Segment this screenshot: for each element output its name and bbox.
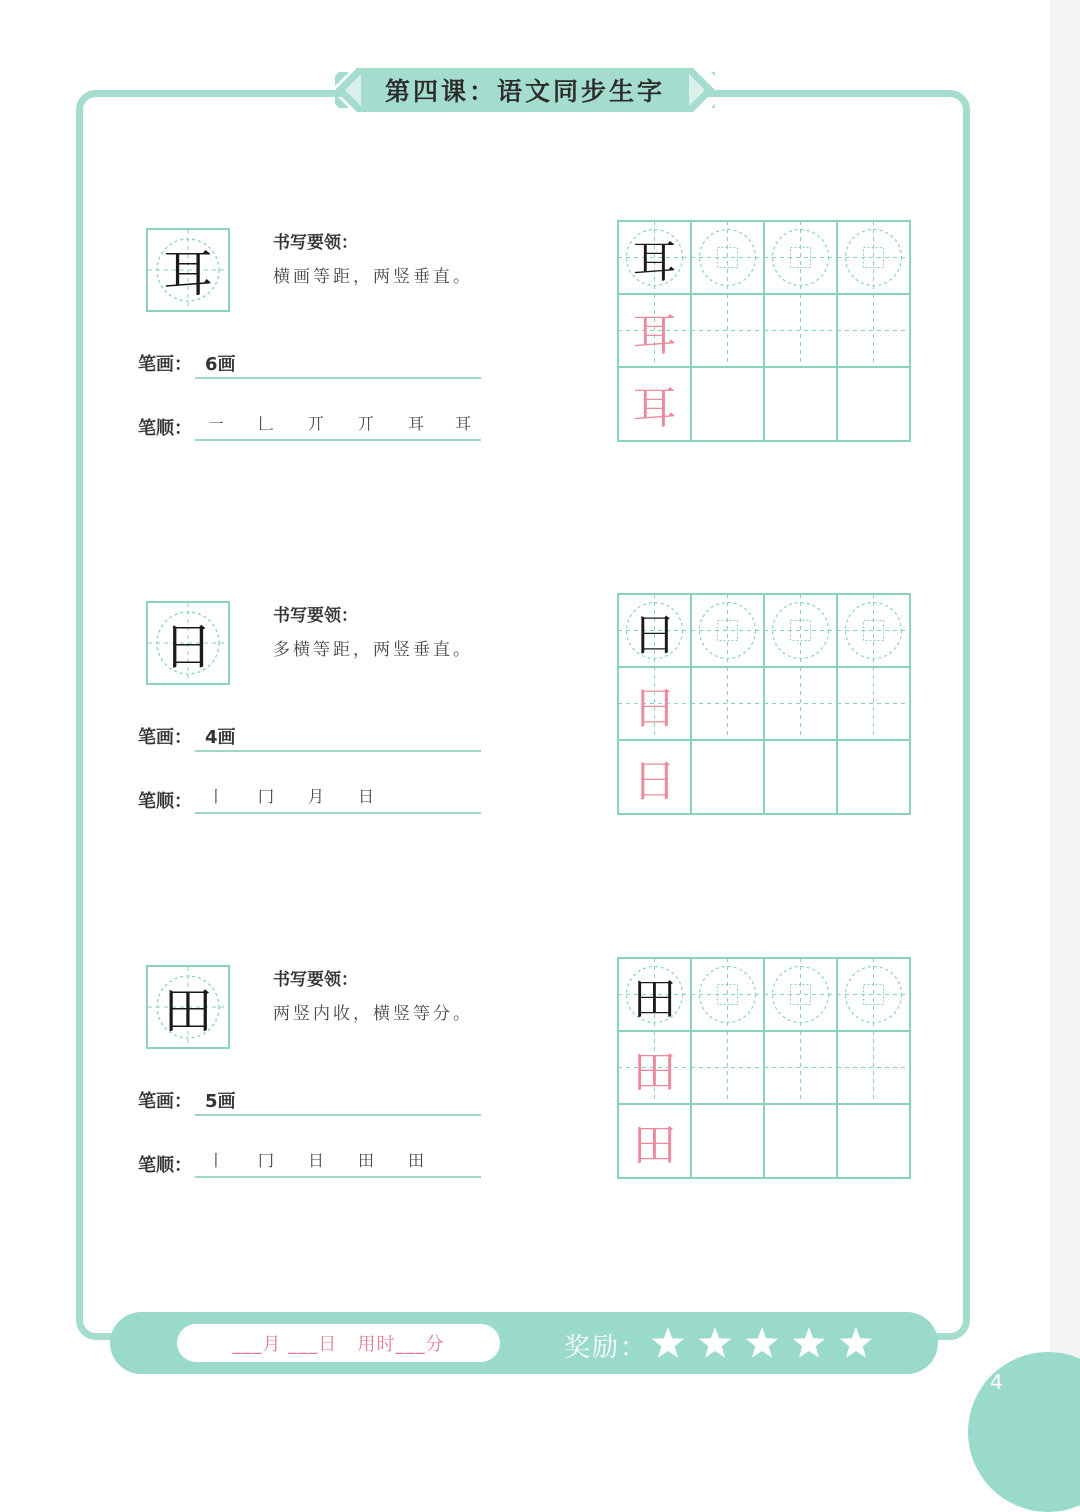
stroke-count: 4画 [205,727,236,748]
stroke-step: 𠃊 [258,414,275,433]
practice-grid[interactable] [617,220,911,442]
reward-label: 奖励： [564,1333,649,1363]
stroke-order [200,411,480,435]
model-char-box [146,228,230,312]
stroke-step: 田 [408,1151,425,1170]
lesson-card [0,601,1080,841]
date-time-field[interactable] [177,1324,500,1362]
stroke-order [200,784,480,808]
trace-char[interactable]: 日 [632,755,677,807]
stroke-step: 日 [358,787,375,806]
order-label: 笔顺： [138,418,192,439]
trace-char[interactable]: 日 [632,682,677,734]
trace-char[interactable]: 田 [632,1119,677,1171]
reward-stars[interactable] [650,1326,880,1362]
grid-model-char: 田 [632,973,677,1025]
stroke-order [200,1148,480,1172]
page-title: 第四课：语文同步生字 [384,77,665,106]
model-char-box [146,601,230,685]
lesson-card [0,965,1080,1205]
model-char: 耳 [163,245,213,303]
stroke-count: 5画 [205,1091,236,1112]
stroke-order-line [195,1176,481,1178]
stroke-order-line [195,812,481,814]
tip-text: 横画等距，两竖垂直。 [273,267,473,287]
stroke-step: 丌 [308,414,325,433]
order-label: 笔顺： [138,791,192,812]
grid-model-char: 耳 [632,236,677,288]
model-char: 田 [163,982,213,1040]
strokes-label: 笔画： [138,1091,192,1112]
stroke-step: 田 [358,1151,375,1170]
page-number: 4 [990,1370,1003,1394]
trace-char[interactable]: 耳 [632,382,677,434]
model-char-box [146,965,230,1049]
page-number-badge [968,1352,1080,1512]
time-used-field[interactable]: 用时___分 [357,1334,445,1355]
tip-text: 多横等距，两竖垂直。 [273,640,473,660]
tip-text: 两竖内收，横竖等分。 [273,1004,473,1024]
star-icon[interactable] [652,1327,684,1358]
practice-grid[interactable] [617,593,911,815]
stroke-count: 6画 [205,354,236,375]
stroke-step: 丨 [208,787,225,806]
star-icon[interactable] [746,1327,778,1358]
strokes-label: 笔画： [138,727,192,748]
model-char: 日 [163,618,213,676]
grid-model-char: 日 [632,609,677,661]
star-icon[interactable] [840,1327,872,1358]
stroke-count-line [195,750,481,752]
star-icon[interactable] [793,1327,825,1358]
star-icon[interactable] [699,1327,731,1358]
trace-char[interactable]: 田 [632,1046,677,1098]
practice-grid[interactable] [617,957,911,1179]
tip-title: 书写要领： [273,970,358,990]
day-field[interactable]: ___日 [288,1334,338,1355]
stroke-step: 月 [308,787,325,806]
stroke-step: 丨 [208,1151,225,1170]
month-field[interactable]: ___月 [232,1334,282,1355]
stroke-step: 日 [308,1151,325,1170]
stroke-step: 冂 [258,787,275,806]
stroke-step: 冂 [258,1151,275,1170]
stroke-order-line [195,439,481,441]
stroke-step: 丌 [358,414,375,433]
trace-char[interactable]: 耳 [632,309,677,361]
order-label: 笔顺： [138,1155,192,1176]
stroke-step: ㇐ [208,414,225,433]
lesson-card [0,228,1080,468]
title-banner [335,68,715,112]
stroke-count-line [195,1114,481,1116]
stroke-step: 耳 [455,414,472,433]
stroke-step: 耳 [408,414,425,433]
tip-title: 书写要领： [273,233,358,253]
stroke-count-line [195,377,481,379]
strokes-label: 笔画： [138,354,192,375]
tip-title: 书写要领： [273,606,358,626]
